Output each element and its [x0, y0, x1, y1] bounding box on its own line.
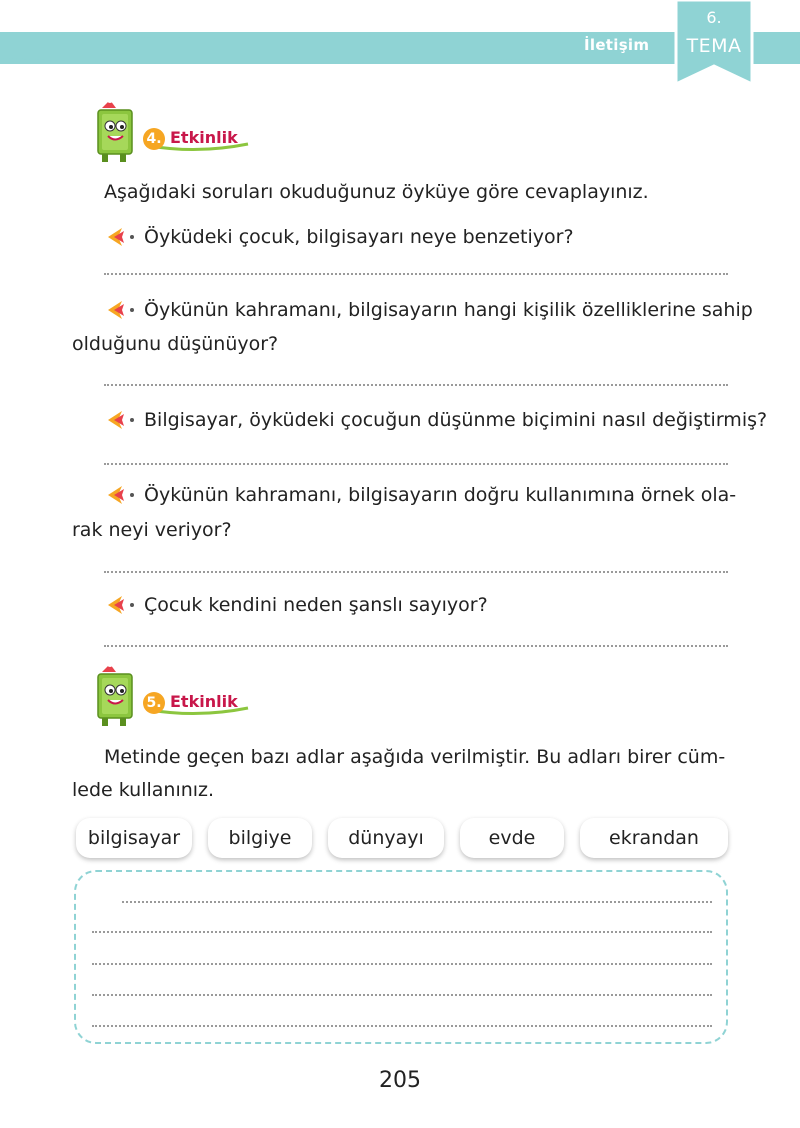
arrow-bullet-icon	[104, 299, 140, 321]
answer-line[interactable]	[92, 993, 712, 996]
question-text: Öykünün kahramanı, bilgisayarın doğru kullanımına örnek ola-	[144, 484, 737, 506]
arrow-bullet-icon	[104, 409, 140, 431]
question-text: Çocuk kendini neden şanslı sayıyor?	[144, 594, 488, 616]
word-bank	[76, 818, 730, 860]
answer-line	[104, 462, 728, 465]
tema-label: TEMA	[686, 35, 742, 57]
arrow-bullet-icon	[104, 226, 140, 248]
activity-5-header	[88, 660, 258, 730]
tema-number: 6.	[706, 8, 722, 27]
sentence-answer-box[interactable]	[74, 870, 728, 1044]
question-text-cont: olduğunu düşünüyor?	[72, 333, 279, 355]
answer-line	[104, 570, 728, 573]
activity-label: Etkinlik	[170, 692, 238, 711]
answer-line	[104, 383, 728, 386]
answer-line[interactable]	[122, 900, 712, 903]
answer-line[interactable]	[92, 962, 712, 965]
activity-label: Etkinlik	[170, 128, 238, 147]
word-box: bilgisayar	[76, 818, 192, 858]
activity-4-instruction: Aşağıdaki soruları okuduğunuz öyküye göre cevaplayınız.	[104, 181, 649, 203]
arrow-bullet-icon	[104, 484, 140, 506]
activity-4-header	[88, 96, 258, 166]
word-box: ekrandan	[580, 818, 728, 858]
word-box: bilgiye	[208, 818, 312, 858]
word-box: evde	[460, 818, 564, 858]
answer-line[interactable]	[92, 930, 712, 933]
question-text: Öykünün kahramanı, bilgisayarın hangi kişilik özelliklerine sahip	[144, 299, 753, 321]
question-text: Öyküdeki çocuk, bilgisayarı neye benzetiyor?	[144, 226, 574, 248]
activity-number: 5.	[143, 692, 165, 714]
answer-line	[104, 272, 728, 275]
section-title: İletişim	[584, 36, 650, 54]
activity-5-instruction-cont: lede kullanınız.	[72, 779, 215, 801]
question-text: Bilgisayar, öyküdeki çocuğun düşünme biçimini nasıl değiştirmiş?	[144, 409, 768, 431]
answer-line	[104, 644, 728, 647]
answer-line[interactable]	[92, 1024, 712, 1027]
page-number: 205	[379, 1068, 421, 1093]
arrow-bullet-icon	[104, 594, 140, 616]
activity-number: 4.	[143, 128, 165, 150]
activity-5-instruction: Metinde geçen bazı adlar aşağıda verilmiştir. Bu adları birer cüm-	[104, 746, 726, 768]
word-box: dünyayı	[328, 818, 444, 858]
question-text-cont: rak neyi veriyor?	[72, 519, 232, 541]
